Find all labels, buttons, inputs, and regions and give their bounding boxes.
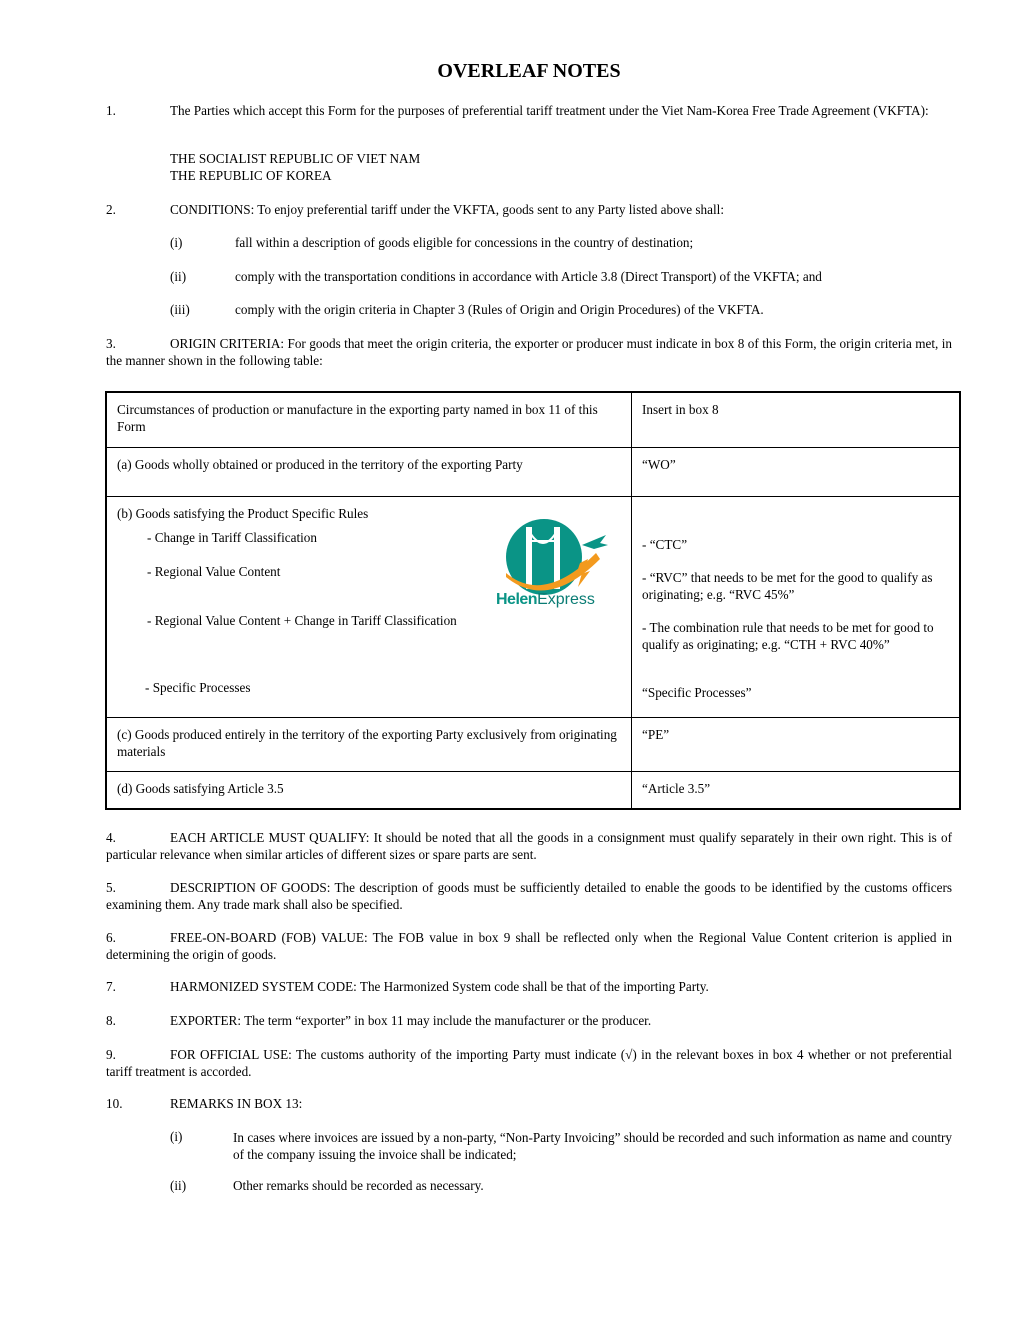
note-4-number: 4. — [106, 830, 116, 845]
note-1-number: 1. — [106, 103, 116, 118]
note-1 — [106, 102, 952, 119]
logo-text-helen: Helen — [496, 591, 538, 608]
page-title: OVERLEAF NOTES — [437, 60, 621, 82]
note-3-number: 3. — [106, 336, 116, 351]
table-row-c — [106, 717, 960, 771]
remark-1-number: (i) — [170, 1129, 183, 1144]
note-8-number: 8. — [106, 1013, 116, 1028]
note-4-text: EACH ARTICLE MUST QUALIFY: It should be noted that all the goods in a consignment must qualify separately in their own right. This is of particular relevance when similar articles of different sizes or spare parts are sent. — [106, 830, 952, 862]
condition-1-number: (i) — [170, 235, 183, 250]
note-8-text: EXPORTER: The term “exporter” in box 11 may include the manufacturer or the producer. — [170, 1013, 652, 1028]
row-d-insert: “Article 3.5” — [632, 771, 961, 809]
row-d-circumstance: (d) Goods satisfying Article 3.5 — [106, 771, 632, 809]
row-b-insert-rvc: - “RVC” that needs to be met for the good to qualify as originating; e.g. “RVC 45%” — [642, 570, 933, 602]
row-c-text: (c) Goods produced entirely in the territory of the exporting Party exclusively from originating materials — [117, 726, 617, 759]
header-insert-box-8: Insert in box 8 — [632, 392, 961, 447]
condition-2-number: (ii) — [170, 269, 187, 284]
row-a-circumstance: (a) Goods wholly obtained or produced in the territory of the exporting Party — [106, 447, 632, 496]
note-9-number: 9. — [106, 1047, 116, 1062]
row-b-sub-rvc-ctc: - Regional Value Content + Change in Tariff Classification — [147, 613, 457, 628]
note-9-text: FOR OFFICIAL USE: The customs authority of the importing Party must indicate (√) in the relevant boxes in box 4 whether or not preferential tariff treatment is accorded. — [106, 1047, 952, 1079]
row-b-circumstance: (b) Goods satisfying the Product Specific Rules — [106, 496, 632, 717]
note-3 — [106, 335, 952, 369]
party-1: THE SOCIALIST REPUBLIC OF VIET NAM — [170, 151, 421, 166]
row-a-insert: “WO” — [632, 447, 961, 496]
header-circumstances: Circumstances of production or manufacture in the exporting party named in box 11 of this Form — [106, 392, 632, 447]
note-5-number: 5. — [106, 880, 116, 895]
note-6-text: FREE-ON-BOARD (FOB) VALUE: The FOB value in box 9 shall be reflected only when the Regional Value Content criterion is applied in determining the origin of goods. — [106, 930, 952, 962]
note-5-text: DESCRIPTION OF GOODS: The description of goods must be sufficiently detailed to enable the goods to be identified by the customs officers examining them. Any trade mark shall also be specified. — [106, 880, 952, 912]
note-2-number: 2. — [106, 202, 116, 217]
party-2: THE REPUBLIC OF KOREA — [170, 168, 332, 183]
note-7 — [106, 978, 952, 995]
condition-1-text: fall within a description of goods eligible for concessions in the country of destination; — [235, 235, 694, 250]
row-c-circumstance — [106, 717, 632, 771]
note-10-number: 10. — [106, 1096, 123, 1111]
condition-3-number: (iii) — [170, 302, 190, 317]
row-b-sub-ctc: - Change in Tariff Classification — [147, 530, 317, 545]
note-2-text: CONDITIONS: To enjoy preferential tariff under the VKFTA, goods sent to any Party listed above shall: — [170, 202, 724, 217]
note-8 — [106, 1012, 952, 1029]
note-9 — [106, 1046, 952, 1080]
remark-2-text: Other remarks should be recorded as necessary. — [233, 1178, 484, 1193]
table-row-d — [106, 771, 960, 809]
table-row-header — [106, 392, 960, 447]
note-4 — [106, 829, 952, 863]
note-7-number: 7. — [106, 979, 116, 994]
table-row-a — [106, 447, 960, 496]
remark-1-text: In cases where invoices are issued by a non-party, “Non-Party Invoicing” should be recorded and such information as name and country of the company issuing the invoice shall be indicated; — [233, 1130, 952, 1162]
condition-3-text: comply with the origin criteria in Chapter 3 (Rules of Origin and Origin Procedures) of the VKFTA. — [235, 302, 764, 317]
condition-2-text: comply with the transportation conditions in accordance with Article 3.8 (Direct Transport) of the VKFTA; and — [235, 269, 822, 284]
row-b-insert-specific: “Specific Processes” — [642, 685, 752, 700]
note-1-text: The Parties which accept this Form for the purposes of preferential tariff treatment under the Viet Nam-Korea Free Trade Agreement (VKFTA): — [170, 103, 929, 118]
note-6-number: 6. — [106, 930, 116, 945]
remark-2-number: (ii) — [170, 1178, 187, 1193]
helen-express-logo — [496, 515, 612, 611]
row-b-insert-cell — [632, 496, 961, 717]
note-7-text: HARMONIZED SYSTEM CODE: The Harmonized System code shall be that of the importing Party. — [170, 979, 709, 994]
note-5 — [106, 879, 952, 913]
row-b-insert-combination: - The combination rule that needs to be met for good to qualify as originating; e.g. “CTH + RVC 40%” — [642, 620, 934, 652]
row-b-sub-rvc: - Regional Value Content — [147, 564, 281, 579]
row-c-insert: “PE” — [632, 717, 961, 771]
note-6 — [106, 929, 952, 963]
logo-wordmark — [496, 591, 595, 609]
note-3-text: ORIGIN CRITERIA: For goods that meet the origin criteria, the exporter or producer must indicate in box 8 of this Form, the origin criteria met, in the manner shown in the following table: — [106, 336, 952, 368]
row-b-sub-specific: - Specific Processes — [145, 680, 251, 695]
row-b-insert-ctc: - “CTC” — [642, 537, 688, 552]
note-10-text: REMARKS IN BOX 13: — [170, 1096, 303, 1111]
logo-text-express: Express — [537, 591, 595, 608]
